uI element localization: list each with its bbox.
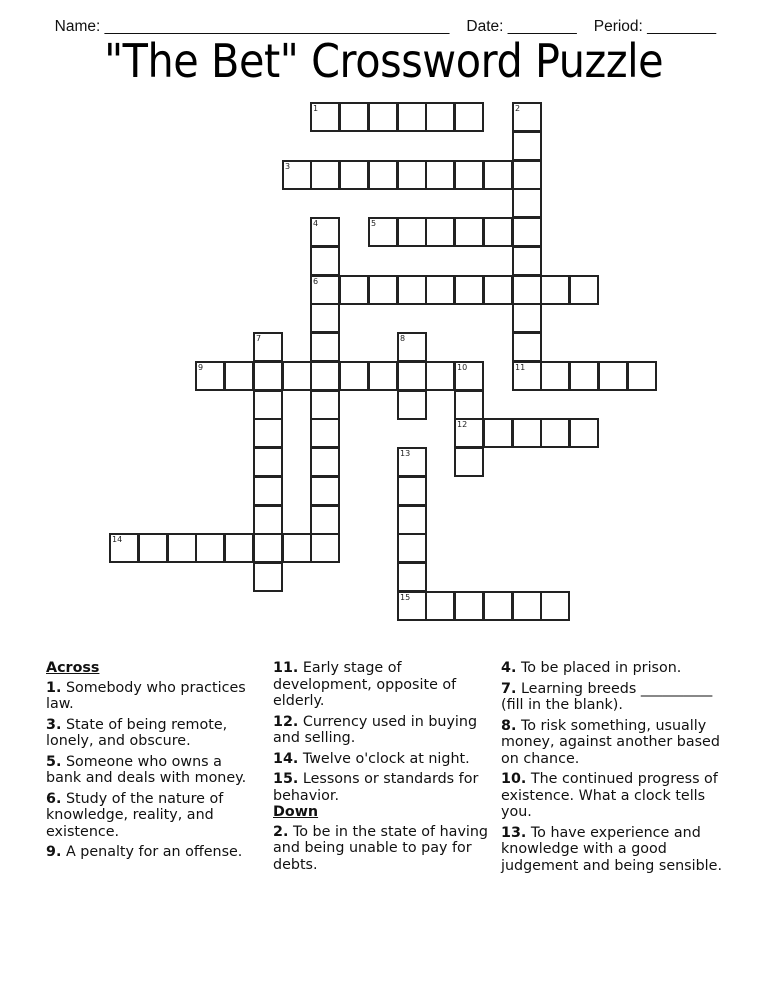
grid-cell[interactable] xyxy=(598,361,628,391)
grid-cell[interactable] xyxy=(310,418,340,448)
clue-across-15: 15. Lessons or standards for behavior. xyxy=(273,771,479,804)
grid-cell[interactable] xyxy=(310,476,340,506)
grid-cell[interactable] xyxy=(195,361,225,391)
clue-number: 7 xyxy=(256,334,262,343)
page-title: "The Bet" Crossword Puzzle xyxy=(104,34,664,88)
grid-cell[interactable] xyxy=(310,390,340,420)
grid-cell[interactable] xyxy=(224,361,254,391)
grid-cell[interactable] xyxy=(310,447,340,477)
clue-number: 2 xyxy=(515,104,521,113)
grid-cell[interactable] xyxy=(310,275,340,305)
grid-cell[interactable] xyxy=(512,332,542,362)
grid-cell[interactable] xyxy=(310,303,340,333)
grid-cell[interactable] xyxy=(253,562,283,592)
clue-across-11: 11. Early stage of development, opposite of elderly. xyxy=(273,660,457,709)
grid-cell[interactable] xyxy=(368,361,398,391)
clue-number: 4 xyxy=(313,219,319,228)
grid-cell[interactable] xyxy=(310,505,340,535)
grid-cell[interactable] xyxy=(397,217,427,247)
grid-cell[interactable] xyxy=(512,361,542,391)
grid-cell[interactable] xyxy=(253,332,283,362)
grid-cell[interactable] xyxy=(540,275,570,305)
grid-cell[interactable] xyxy=(224,533,254,563)
grid-cell[interactable] xyxy=(310,102,340,132)
grid-cell[interactable] xyxy=(512,102,542,132)
clue-number: 11 xyxy=(515,363,526,372)
grid-cell[interactable] xyxy=(454,418,484,448)
grid-cell[interactable] xyxy=(282,361,312,391)
clue-down-4: 4. To be placed in prison. xyxy=(501,660,682,676)
grid-cell[interactable] xyxy=(397,533,427,563)
grid-cell[interactable] xyxy=(483,217,513,247)
grid-cell[interactable] xyxy=(310,246,340,276)
grid-cell[interactable] xyxy=(483,591,513,621)
grid-cell[interactable] xyxy=(109,533,139,563)
grid-cell[interactable] xyxy=(397,160,427,190)
grid-cell[interactable] xyxy=(512,188,542,218)
grid-cell[interactable] xyxy=(397,275,427,305)
clue-down-10: 10. The continued progress of existence. What a clock tells you. xyxy=(501,771,718,820)
grid-cell[interactable] xyxy=(569,361,599,391)
grid-cell[interactable] xyxy=(425,591,455,621)
clue-down-2: 2. To be in the state of having and being unable to pay for debts. xyxy=(273,823,489,873)
clue-number: 14 xyxy=(112,535,123,544)
grid-cell[interactable] xyxy=(425,160,455,190)
grid-cell[interactable] xyxy=(167,533,197,563)
grid-cell[interactable] xyxy=(310,332,340,362)
grid-cell[interactable] xyxy=(512,131,542,161)
clue-down-13: 13. To have experience and knowledge with a good judgement and being sensible. xyxy=(501,824,722,874)
grid-cell[interactable] xyxy=(397,562,427,592)
grid-cell[interactable] xyxy=(368,102,398,132)
grid-cell[interactable] xyxy=(339,160,369,190)
grid-cell[interactable] xyxy=(627,361,657,391)
period-field-label: Period: ________ xyxy=(593,18,717,35)
grid-cell[interactable] xyxy=(425,275,455,305)
grid-cell[interactable] xyxy=(339,102,369,132)
grid-cell[interactable] xyxy=(512,275,542,305)
grid-cell[interactable] xyxy=(339,275,369,305)
grid-cell[interactable] xyxy=(454,390,484,420)
clues-column-1 xyxy=(46,660,258,865)
clue-number: 15 xyxy=(400,593,411,602)
grid-cell[interactable] xyxy=(138,533,168,563)
grid-cell[interactable] xyxy=(425,217,455,247)
grid-cell[interactable] xyxy=(253,447,283,477)
grid-cell[interactable] xyxy=(425,102,455,132)
grid-cell[interactable] xyxy=(397,390,427,420)
clue-across-1: 1. Somebody who practices law. xyxy=(46,679,246,712)
grid-cell[interactable] xyxy=(310,160,340,190)
clue-number: 3 xyxy=(285,162,291,171)
grid-cell[interactable] xyxy=(253,476,283,506)
grid-cell[interactable] xyxy=(253,390,283,420)
grid-cell[interactable] xyxy=(483,160,513,190)
across-heading: Across xyxy=(46,660,100,676)
clue-number: 9 xyxy=(198,363,204,372)
grid-cell[interactable] xyxy=(512,418,542,448)
grid-cell[interactable] xyxy=(483,418,513,448)
clue-number: 6 xyxy=(313,277,319,286)
grid-cell[interactable] xyxy=(569,275,599,305)
grid-cell[interactable] xyxy=(397,476,427,506)
clue-across-12: 12. Currency used in buying and selling. xyxy=(273,713,478,746)
grid-cell[interactable] xyxy=(454,102,484,132)
down-heading: Down xyxy=(273,804,319,820)
clue-number: 13 xyxy=(400,449,411,458)
grid-cell[interactable] xyxy=(425,361,455,391)
grid-cell[interactable] xyxy=(512,246,542,276)
grid-cell[interactable] xyxy=(195,533,225,563)
grid-cell[interactable] xyxy=(339,361,369,391)
grid-cell[interactable] xyxy=(253,505,283,535)
grid-cell[interactable] xyxy=(512,217,542,247)
grid-cell[interactable] xyxy=(253,418,283,448)
grid-cell[interactable] xyxy=(282,533,312,563)
clue-number: 8 xyxy=(400,334,406,343)
grid-cell[interactable] xyxy=(454,591,484,621)
grid-cell[interactable] xyxy=(253,361,283,391)
grid-cell[interactable] xyxy=(310,217,340,247)
clue-down-7: 7. Learning breeds __________ (fill in the blank). xyxy=(501,680,713,713)
grid-cell[interactable] xyxy=(483,275,513,305)
grid-cell[interactable] xyxy=(368,275,398,305)
grid-cell[interactable] xyxy=(368,217,398,247)
grid-cell[interactable] xyxy=(454,447,484,477)
grid-cell[interactable] xyxy=(253,533,283,563)
grid-cell[interactable] xyxy=(310,361,340,391)
clues-column-2 xyxy=(273,660,495,877)
grid-cell[interactable] xyxy=(540,591,570,621)
clues-column-3 xyxy=(501,660,726,878)
grid-cell[interactable] xyxy=(454,275,484,305)
clue-across-5: 5. Someone who owns a bank and deals with money. xyxy=(46,753,247,786)
grid-cell[interactable] xyxy=(310,533,340,563)
clue-number: 10 xyxy=(457,363,468,372)
clue-number: 12 xyxy=(457,420,468,429)
grid-cell[interactable] xyxy=(397,361,427,391)
clue-number: 1 xyxy=(313,104,319,113)
name-field-label: Name: ________________________________________ xyxy=(54,18,450,35)
clue-across-9: 9. A penalty for an offense. xyxy=(46,844,243,860)
clue-number: 5 xyxy=(371,219,377,228)
grid-cell[interactable] xyxy=(368,160,398,190)
date-field-label: Date: ________ xyxy=(466,18,577,35)
clue-down-8: 8. To risk something, usually money, against another based on chance. xyxy=(501,717,720,767)
clue-across-14: 14. Twelve o'clock at night. xyxy=(273,750,470,767)
grid-cell[interactable] xyxy=(454,217,484,247)
grid-cell[interactable] xyxy=(397,332,427,362)
grid-cell[interactable] xyxy=(540,418,570,448)
grid-cell[interactable] xyxy=(282,160,312,190)
grid-cell[interactable] xyxy=(540,361,570,391)
grid-cell[interactable] xyxy=(454,361,484,391)
grid-cell[interactable] xyxy=(569,418,599,448)
clue-across-6: 6. Study of the nature of knowledge, reality, and existence. xyxy=(46,790,224,840)
grid-cell[interactable] xyxy=(512,303,542,333)
grid-cell[interactable] xyxy=(397,102,427,132)
grid-cell[interactable] xyxy=(397,505,427,535)
grid-cell[interactable] xyxy=(454,160,484,190)
grid-cell[interactable] xyxy=(397,447,427,477)
grid-cell[interactable] xyxy=(512,160,542,190)
grid-cell[interactable] xyxy=(397,591,427,621)
clue-across-3: 3. State of being remote, lonely, and obscure. xyxy=(46,716,228,749)
grid-cell[interactable] xyxy=(512,591,542,621)
